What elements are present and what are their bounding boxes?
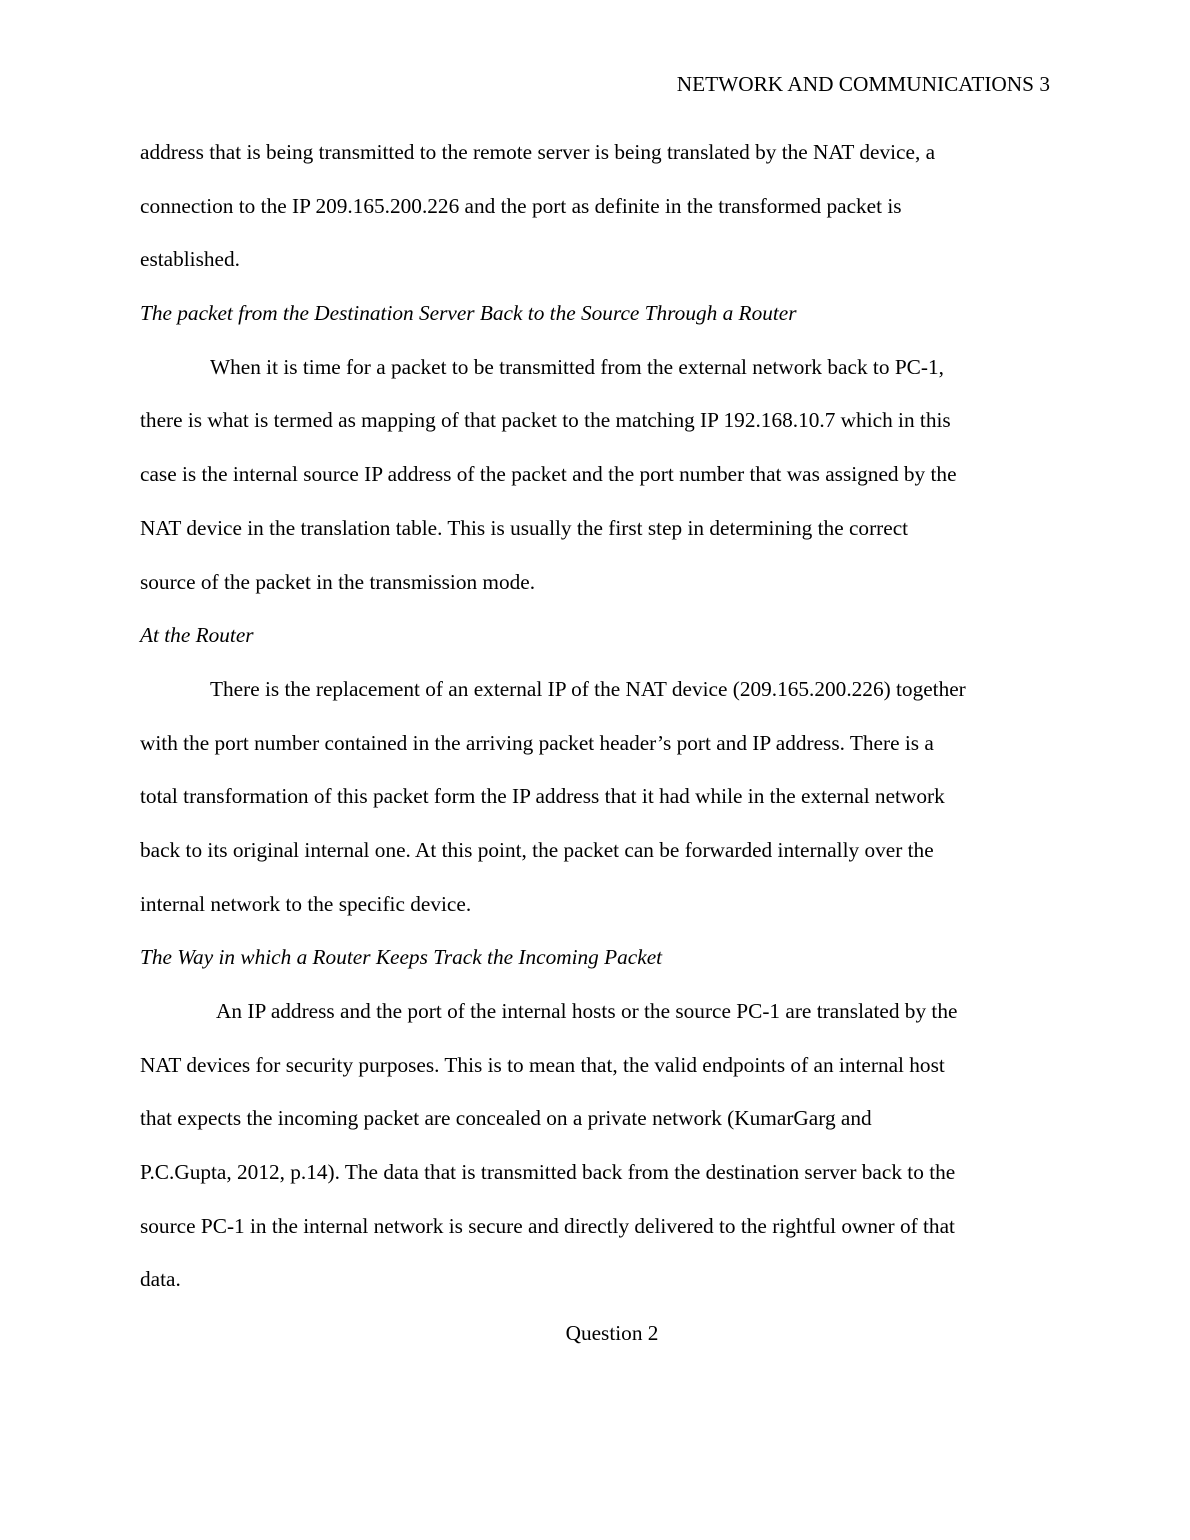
paragraph-line: with the port number contained in the arriving packet header’s port and IP address. There is a	[140, 730, 934, 755]
paragraph-line: P.C.Gupta, 2012, p.14). The data that is transmitted back from the destination server back to the	[140, 1160, 956, 1185]
paragraph-line: there is what is termed as mapping of that packet to the matching IP 192.168.10.7 which in this	[140, 408, 951, 433]
paragraph-line: An IP address and the port of the internal hosts or the source PC-1 are translated by the	[216, 999, 958, 1023]
section-heading: The packet from the Destination Server Back to the Source Through a Router	[140, 301, 797, 326]
paragraph-line: NAT device in the translation table. This is usually the first step in determining the correct	[140, 515, 909, 540]
paragraph-line: When it is time for a packet to be transmitted from the external network back to PC-1,	[210, 354, 944, 379]
paragraph-line: that expects the incoming packet are concealed on a private network (KumarGarg and	[140, 1106, 872, 1131]
section-heading: At the Router	[140, 623, 254, 648]
paragraph-line: total transformation of this packet form the IP address that it had while in the external network	[140, 784, 945, 809]
running-head: NETWORK AND COMMUNICATIONS 3	[676, 72, 1050, 96]
paragraph-line: address that is being transmitted to the remote server is being translated by the NAT device, a	[140, 140, 936, 164]
paragraph-line: internal network to the specific device.	[140, 891, 472, 916]
paragraph-line: established.	[140, 247, 240, 272]
paragraph-line: data.	[140, 1267, 181, 1292]
paragraph-line: back to its original internal one. At this point, the packet can be forwarded internally over the	[140, 837, 934, 862]
paragraph-line: source PC-1 in the internal network is secure and directly delivered to the rightful owner of that	[140, 1213, 955, 1238]
section-title: Question 2	[565, 1321, 659, 1346]
paragraph-line: There is the replacement of an external IP of the NAT device (209.165.200.226) together	[210, 676, 966, 701]
paragraph-line: NAT devices for security purposes. This is to mean that, the valid endpoints of an internal host	[140, 1052, 945, 1077]
paragraph-line: source of the packet in the transmission mode.	[140, 569, 536, 594]
section-heading: The Way in which a Router Keeps Track the Incoming Packet	[140, 945, 663, 970]
paragraph-line: case is the internal source IP address of the packet and the port number that was assigned by the	[140, 462, 957, 487]
document-body	[140, 126, 1050, 1361]
paragraph-line: connection to the IP 209.165.200.226 and the port as definite in the transformed packet is	[140, 193, 902, 218]
